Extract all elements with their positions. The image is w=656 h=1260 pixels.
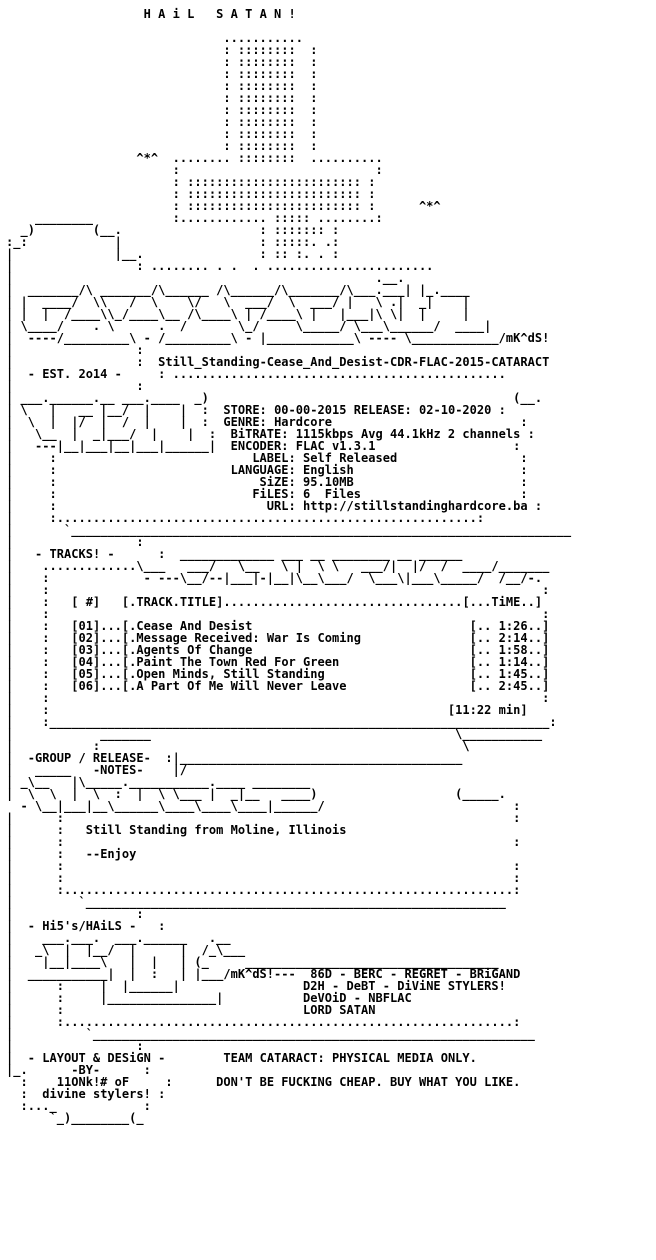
info-url: http://stillstandinghardcore.ba bbox=[303, 499, 528, 513]
total-time: [11:22 min] bbox=[447, 703, 528, 717]
layout-2: -BY- bbox=[71, 1063, 101, 1077]
track-title: Open Minds, Still Standing bbox=[136, 667, 325, 681]
track-title: Agents Of Change bbox=[136, 643, 253, 657]
nfo-art: H A i L S A T A N ! ........... : :::::::: : : :::::::: : : :::::::: : : :::::::: : : :::::::: : : :::::::: : : :::::::: : : :::::::: : : :::::::: : ^*^ ........ :::::::: .......... : : : :::::::::::::::::::::::: : : :::::::::::::::::::::::: : : :::::::::::::::::::::::: : ^*^ ________ :............ ::::: ........: _) (__. : ::::::: : :_: | : :::::. .: | |__. : :: :. . : | : ........ . . . ....................... | .__. | _______/\ _______/\______ /\______/\_______/\___.___| |_.____ | | ____/ \\ / \ \/ \ ___/ \ ___/ | \ .| _| | | | | /____\\_/____\__ /\____\ | /____\ | |___|\ \| | | | \____/ . \ . / \_/ \_____/ \___\______/ ____| | ----/_________\ - /_________\ - |____________\ ---- \____________/mK^dS! | : | : Still_Standing-Cease_And_Desist-CDR-FLAC-2015-CATARACT | - EST. 2o14 - : .............................................. | : | ___.______.__ ___.____ _) (__. | \ | __ |__/ | | : STORE: 00-00-2015 RELEASE: 02-10-2020 : | \ | |/ | / | | : GENRE: Hardcore : | \__ | _|___/ | | : BiTRATE: 1115kbps Avg 44.1kHz 2 channels : | ---|__|___|__|___|______| ENCODER: FLAC v1.3.1 : | : LABEL: Self Released : | : LANGUAGE: English : | : SiZE: 95.10MB : | : FiLES: 6 Files : | : URL: http://stillstandinghardcore.ba : | :..........................................................: | `_____________________________________________________________________ | : | - TRACKS! - : _____________ ___ __ ________ __ ______ | .............\___ ___/ \__ \ | \ \ ___/| |/ / ____/_______ | : - ---\__/--|___|-|__|\__\___/ \___\|___\_____/ /__/-. | : : | : [ #] [.TRACK.TITLE].................................[...TiME..] | : : | : [01]...[.Cease And Desist [.. 1:26..] | : [02]...[.Message Received: War Is Coming [.. 2:14..] | : [03]...[.Agents Of Change [.. 1:58..] | : [04]...[.Paint The Town Red For Green [.. 1:14..] | : [05]...[.Open Minds, Still Standing [.. 1:45..] | : [06]...[.A Part Of Me Will Never Leave [.. 2:45..] | : : | : [11:22 min] | :_____________________________________________________________________: | _______ \___________ | : \ | -GROUP / RELEASE- :|_______________________________________ | _____ -NOTES- |/ | _\__ |\_____.___________.____ ________ | \ \ | \ : | \ \___ | _|__ ____) (_____. - \__|___|__\______\____\____\____|______/ : | : : | : Still Standing from Moline, Illinois | : : | : --Enjoy | : : | : : | :..............................................................: | `__________________________________________________________ | : | - Hi5's/HAiLS - : | ___.___. ___.______ .__ | _\ | |__/ | | /_\___ | |__|____\ | | | (_ ___________________________________ | ___________| | : | |___/mK^dS!--- 86D - BERC - REGRET - BRiGAND | : | |______| D2H - DeBT - DiViNE STYLERS! | : |_______________| DeVOiD - NBFLAC | : LORD SATAN | :..............................................................: | `_____________________________________________________________ | : | - LAYOUT & DESiGN - TEAM CATARACT: PHYSICAL MEDIA ONLY. |_. -BY- : : 11ONk!# oF : DON'T BE FUCKING CHEAP. BUY WHAT YOU LIKE. : divine stylers! : :..._ : `_)________(_ bbox=[6, 7, 572, 1125]
track-time: 1:58 bbox=[498, 643, 528, 657]
track-title: Cease And Desist bbox=[136, 619, 253, 633]
track-time: 2:45 bbox=[498, 679, 528, 693]
notes-heading-1: -GROUP / RELEASE- bbox=[27, 751, 151, 765]
notes-line-2: --Enjoy bbox=[85, 847, 137, 861]
layout-3: 11ONk!# oF bbox=[56, 1075, 130, 1089]
greet-4: LORD SATAN bbox=[303, 1003, 376, 1017]
notes-line-1: Still Standing from Moline, Illinois bbox=[85, 823, 347, 837]
col-time: [...TiME..] bbox=[462, 595, 543, 609]
greet-1: 86D - BERC - REGRET - BRiGAND bbox=[310, 967, 521, 981]
team-line: TEAM CATARACT: PHYSICAL MEDIA ONLY. bbox=[223, 1051, 477, 1065]
track-time: 1:45 bbox=[498, 667, 528, 681]
track-num: 02 bbox=[78, 631, 93, 645]
track-title: Paint The Town Red For Green bbox=[136, 655, 340, 669]
info-files: 6 Files bbox=[303, 487, 361, 501]
notes-heading-2: -NOTES- bbox=[92, 763, 144, 777]
track-num: 04 bbox=[78, 655, 93, 669]
info-store: 00-00-2015 bbox=[274, 403, 347, 417]
layout-4: divine stylers! bbox=[42, 1087, 151, 1101]
info-size: 95.10MB bbox=[303, 475, 354, 489]
track-num: 01 bbox=[78, 619, 93, 633]
col-title: [.TRACK.TITLE] bbox=[121, 595, 224, 609]
tracks-heading: - TRACKS! - bbox=[34, 547, 115, 561]
header-title: H A i L S A T A N ! bbox=[143, 7, 296, 21]
info-release: 02-10-2020 bbox=[418, 403, 492, 417]
track-time: 2:14 bbox=[498, 631, 528, 645]
greet-3: DeVOiD - NBFLAC bbox=[303, 991, 412, 1005]
info-bitrate: 1115kbps Avg 44.1kHz 2 channels bbox=[295, 427, 521, 441]
track-num: 05 bbox=[78, 667, 93, 681]
col-num: [ #] bbox=[71, 595, 101, 609]
cheap-line: DON'T BE FUCKING CHEAP. BUY WHAT YOU LIKE. bbox=[216, 1075, 521, 1089]
track-title: A Part Of Me Will Never Leave bbox=[136, 679, 347, 693]
track-num: 03 bbox=[78, 643, 93, 657]
release-name: Still_Standing-Cease_And_Desist-CDR-FLAC-2015-CATARACT bbox=[158, 355, 550, 369]
est-label: - EST. 2o14 - bbox=[27, 367, 122, 381]
track-num: 06 bbox=[78, 679, 93, 693]
layout-1: - LAYOUT & DESiGN - bbox=[27, 1051, 166, 1065]
track-time: 1:26 bbox=[498, 619, 528, 633]
greets-heading: - Hi5's/HAiLS - bbox=[27, 919, 137, 933]
info-encoder: FLAC v1.3.1 bbox=[295, 439, 376, 453]
track-time: 1:14 bbox=[498, 655, 528, 669]
track-title: Message Received: War Is Coming bbox=[136, 631, 362, 645]
greet-2: D2H - DeBT - DiViNE STYLERS! bbox=[303, 979, 506, 993]
info-language: English bbox=[303, 463, 354, 477]
info-genre: Hardcore bbox=[274, 415, 333, 429]
info-label: Self Released bbox=[303, 451, 398, 465]
